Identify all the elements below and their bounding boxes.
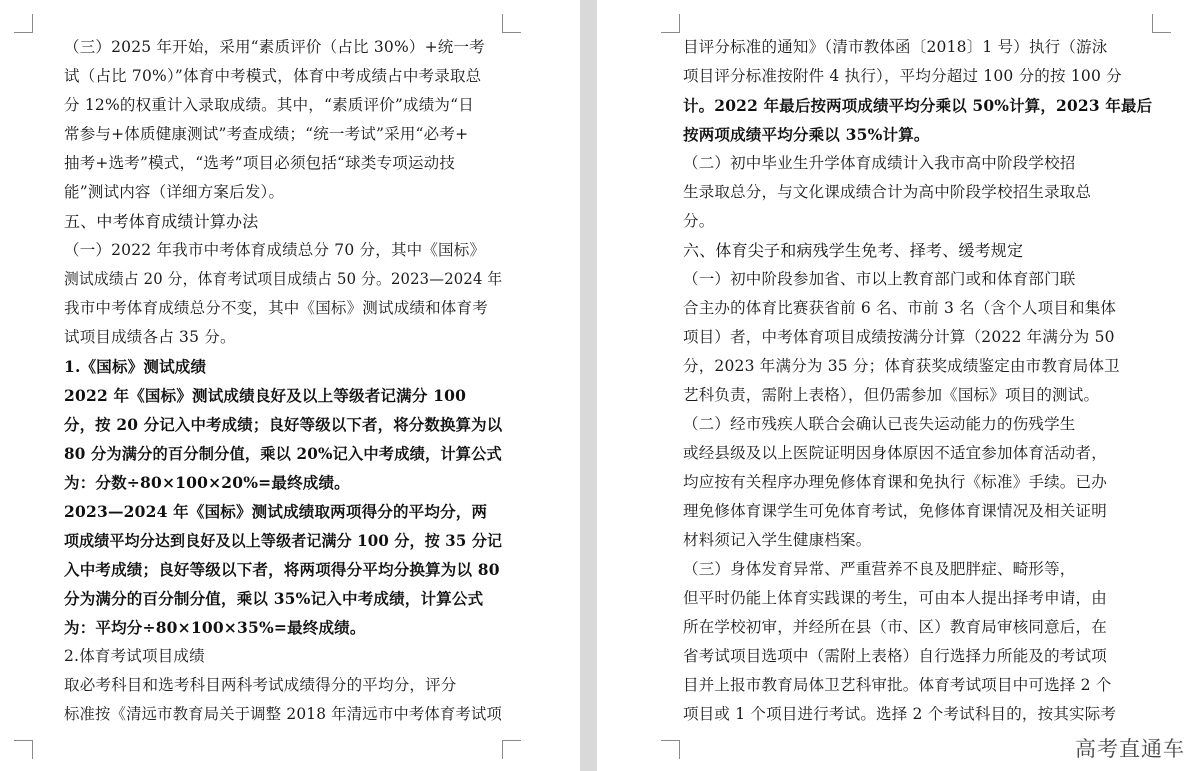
crop-mark-bottom-right: [502, 740, 521, 759]
paragraph-line-bold: 2023—2024 年《国标》测试成绩取两项得分的平均分，两: [64, 502, 488, 521]
paragraph-line-bold: 分为满分的百分制分值，乘以 35%记入中考成绩，计算公式: [64, 589, 484, 608]
section-heading: 六、体育尖子和病残学生免考、择考、缓考规定: [683, 241, 1024, 260]
paragraph-line: 分，2023 年满分为 35 分；体育获奖成绩鉴定由市教育局体卫: [683, 357, 1120, 375]
paragraph-line: 省考试项目选项中（需附上表格）自行选择力所能及的考试项: [683, 647, 1107, 665]
paragraph-line: 试项目成绩各占 35 分。: [64, 328, 236, 346]
paragraph-line-bold: 项成绩平均分达到良好及以上等级者记满分 100 分，按 35 分记: [64, 531, 503, 550]
subsection-heading: 2.体育考试项目成绩: [64, 647, 205, 665]
crop-mark-bottom-left: [661, 740, 680, 759]
subsection-heading: 1.《国标》测试成绩: [64, 357, 207, 376]
paragraph-line: 测试成绩占 20 分，体育考试项目成绩占 50 分。2023—2024 年: [64, 270, 503, 288]
paragraph-line: （三）2025 年开始，采用“素质评价（占比 30%）+统一考: [64, 38, 485, 56]
paragraph-line: 所在学校初审，并经所在县（市、区）教育局审核同意后，在: [683, 618, 1107, 636]
crop-mark-top-right: [1152, 14, 1171, 33]
paragraph-line-bold: 80 分为满分的百分制分值，乘以 20%记入中考成绩，计算公式: [64, 444, 502, 463]
paragraph-line: 项目）者，中考体育项目成绩按满分计算（2022 年满分为 50: [683, 328, 1115, 346]
paragraph-line: 常参与+体质健康测试”考查成绩；“统一考试”采用“必考+: [64, 125, 469, 143]
document-page-right: [597, 0, 1201, 771]
paragraph-line-bold: 分，按 20 分记入中考成绩；良好等级以下者，将分数换算为以: [64, 415, 503, 434]
paragraph-line: 标准按《清远市教育局关于调整 2018 年清远市中考体育考试项: [64, 705, 503, 723]
paragraph-line: （一）2022 年我市中考体育成绩总分 70 分，其中《国标》: [64, 241, 486, 259]
paragraph-line: 分。: [683, 212, 715, 230]
paragraph-line: 能”测试内容（详细方案后发）。: [64, 183, 285, 201]
watermark-text: 高考直通车: [1071, 731, 1189, 765]
paragraph-line: 或经县级及以上医院证明因身体原因不适宜参加体育活动者，: [683, 444, 1107, 462]
paragraph-line-bold: 为：分数÷80×100×20%=最终成绩。: [64, 473, 350, 492]
paragraph-line: 试（占比 70%）”体育中考模式，体育中考成绩占中考录取总: [64, 67, 482, 85]
paragraph-line: （一）初中阶段参加省、市以上教育部门或和体育部门联: [683, 270, 1076, 288]
section-heading: 五、中考体育成绩计算办法: [64, 212, 259, 231]
paragraph-line: 项目评分标准按附件 4 执行），平均分超过 100 分的按 100 分: [683, 67, 1122, 85]
paragraph-line: （二）初中毕业生升学体育成绩计入我市高中阶段学校招: [683, 154, 1076, 172]
crop-mark-top-right: [502, 14, 521, 33]
paragraph-line: 但平时仍能上体育实践课的考生，可由本人提出择考申请，由: [683, 589, 1107, 607]
paragraph-line: 理免修体育课学生可免体育考试，免修体育课情况及相关证明: [683, 502, 1107, 520]
paragraph-line: （二）经市残疾人联合会确认已丧失运动能力的伤残学生: [683, 415, 1076, 433]
paragraph-line: 材料须记入学生健康档案。: [683, 531, 872, 549]
crop-mark-bottom-left: [14, 740, 33, 759]
paragraph-line: 合主办的体育比赛获省前 6 名、市前 3 名（含个人项目和集体: [683, 299, 1117, 317]
paragraph-line: 项目或 1 个项目进行考试。选择 2 个考试科目的，按其实际考: [683, 705, 1117, 723]
paragraph-line: 分 12%的权重计入录取成绩。其中，“素质评价”成绩为“日: [64, 96, 474, 114]
page-gutter: [580, 0, 597, 771]
paragraph-line: 目并上报市教育局体卫艺科审批。体育考试项目中可选择 2 个: [683, 676, 1112, 694]
paragraph-line: 生录取总分，与文化课成绩合计为高中阶段学校招生录取总: [683, 183, 1092, 201]
paragraph-line: 均应按有关程序办理免修体育课和免执行《标准》手续。已办: [683, 473, 1107, 491]
paragraph-line: 目评分标准的通知》（清市教体函〔2018〕1 号）执行（游泳: [683, 38, 1108, 56]
paragraph-line: （三）身体发育异常、严重营养不良及肥胖症、畸形等，: [683, 560, 1076, 578]
paragraph-line: 抽考+选考”模式，“选考”项目必须包括“球类专项运动技: [64, 154, 456, 172]
crop-mark-top-left: [661, 14, 680, 33]
paragraph-line-bold: 按两项成绩平均分乘以 35%计算。: [683, 125, 930, 144]
paragraph-line: 取必考科目和选考科目两科考试成绩得分的平均分，评分: [64, 676, 457, 694]
paragraph-line-bold: 为：平均分÷80×100×35%=最终成绩。: [64, 618, 366, 637]
paragraph-line: 我市中考体育成绩总分不变，其中《国标》测试成绩和体育考: [64, 299, 488, 317]
paragraph-line: 艺科负责，需附上表格），但仍需参加《国标》项目的测试。: [683, 386, 1100, 404]
paragraph-line-bold: 入中考成绩；良好等级以下者，将两项得分平均分换算为以 80: [64, 560, 500, 579]
crop-mark-top-left: [14, 14, 33, 33]
paragraph-line-bold: 2022 年《国标》测试成绩良好及以上等级者记满分 100: [64, 386, 467, 405]
paragraph-line-bold: 计。2022 年最后按两项成绩平均分乘以 50%计算，2023 年最后: [683, 96, 1153, 115]
document-page-left: [0, 0, 580, 771]
